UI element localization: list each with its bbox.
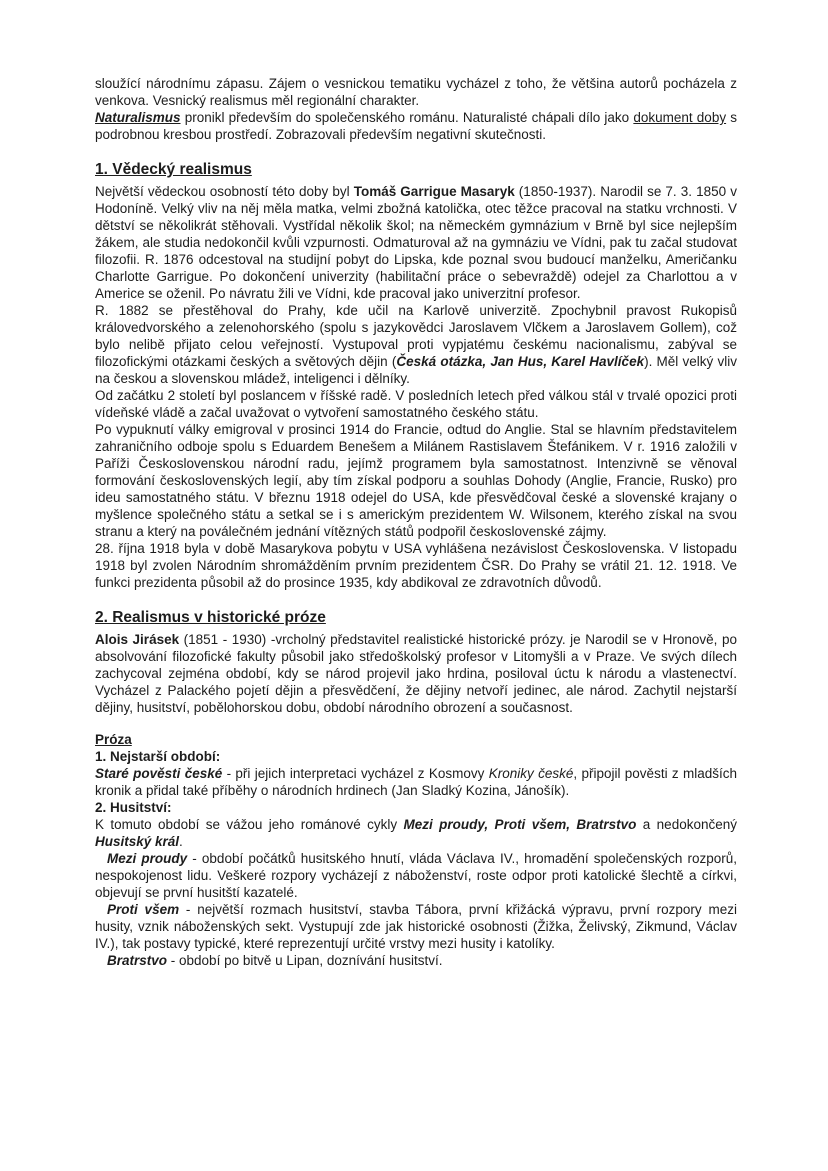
- paragraph: [95, 748, 737, 765]
- text-run: Próza: [95, 732, 132, 747]
- text-run: 2. Realismus v historické próze: [95, 609, 326, 626]
- document-body: [95, 75, 737, 969]
- text-run: - období počátků husitského hnutí, vláda Václava IV., hromadění společenských rozporů, nespokojenost lidu. Veškeré rozpory vycházejí z náboženství, roste odpor proti katolické šlechtě a církvi, objevují se první husitští kazatelé.: [95, 851, 737, 900]
- paragraph: [95, 765, 737, 799]
- paragraph: [95, 540, 737, 591]
- paragraph: [95, 75, 737, 109]
- paragraph: [95, 421, 737, 540]
- text-run: a nedokončený: [636, 817, 737, 832]
- paragraph: [95, 816, 737, 850]
- text-run: ). Měl velký vliv na českou a slovenskou mládež, inteligenci i dělníky.: [95, 354, 737, 386]
- section-heading: [95, 160, 737, 180]
- paragraph: [95, 631, 737, 716]
- text-run: dokument doby: [633, 110, 727, 125]
- text-run: Proti všem: [107, 902, 180, 917]
- text-run: Od začátku 2 století byl poslancem v říšské radě. V posledních letech před válkou stál v trvalé opozici proti vídeňské vládě a začal uvažovat o vytvoření samostatného českého státu.: [95, 388, 737, 420]
- text-run: 28. října 1918 byla v době Masarykova pobytu v USA vyhlášena nezávislost Československa. V listopadu 1918 byl zvolen Národním shromážděním prvním prezidentem ČSR. Do Prahy se vrátil 21. 12. 1918. Ve funkci prezidenta působil až do prosince 1935, kdy abdikoval ze zdravotních důvodů.: [95, 541, 737, 590]
- text-run: , připojil pověsti z mladších kronik a přidal také příběhy o národních hrdinech (Jan Sladký Kozina, Jánošík).: [95, 766, 737, 798]
- section-heading: [95, 608, 737, 628]
- paragraph: [95, 952, 737, 969]
- paragraph: [95, 183, 737, 302]
- paragraph: [95, 901, 737, 952]
- blank-line: [95, 591, 737, 606]
- text-run: Tomáš Garrigue Masaryk: [353, 184, 515, 199]
- text-run: Bratrstvo: [107, 953, 171, 968]
- text-run: 1. Nejstarší období:: [95, 749, 221, 764]
- text-run: - při jejich interpretaci vycházel z Kosmovy: [222, 766, 489, 781]
- text-run: Největší vědeckou osobností této doby byl: [95, 184, 354, 199]
- blank-line: [95, 143, 737, 158]
- text-run: - největší rozmach husitství, stavba Tábora, první křižácká výpravu, první rozpory mezi husity, vznik náboženských sekt. Vystupují zde jak historické osobnosti (Žižka, Želivský, Zikmund, Václav IV.), tak postavy typické, které reprezentují určité vrstvy mezi husity i katolíky.: [95, 902, 737, 951]
- text-run: Kroniky české: [488, 766, 574, 781]
- text-run: (1851 - 1930) -vrcholný představitel realistické historické prózy. je Narodil se v Hronově, po absolvování filozofické fakulty působil jako středoškolský profesor v Litomyšli a v Praze. Ve svých dílech zachycoval zejména období, kdy se národ projevil jako hrdina, posiloval úctu k národu a vlastenectví. Vycházel z Palackého pojetí dějin a přesvědčení, že dějiny netvoří jedinec, ale národ. Zachytil nejstarší dějiny, husitství, pobělohorskou dobu, období národního obrození a současnost.: [95, 632, 737, 715]
- text-run: Mezi proudy, Proti všem, Bratrstvo: [403, 817, 637, 832]
- text-run: Husitský král: [95, 834, 180, 849]
- paragraph: [95, 799, 737, 816]
- text-run: Mezi proudy: [107, 851, 188, 866]
- paragraph: [95, 109, 737, 143]
- blank-line: [95, 716, 737, 731]
- text-run: Česká otázka, Jan Hus, Karel Havlíček: [396, 354, 645, 369]
- text-run: 1. Vědecký realismus: [95, 161, 252, 178]
- text-run: 2. Husitství:: [95, 800, 172, 815]
- text-run: Alois Jirásek: [95, 632, 180, 647]
- text-run: Naturalismus: [95, 110, 181, 125]
- text-run: sloužící národnímu zápasu. Zájem o vesnickou tematiku vycházel z toho, že většina autorů pocházela z venkova. Vesnický realismus měl regionální charakter.: [95, 76, 737, 108]
- paragraph: [95, 850, 737, 901]
- text-run: K tomuto období se vážou jeho románové cykly: [95, 817, 404, 832]
- text-run: R. 1882 se přestěhoval do Prahy, kde učil na Karlově univerzitě. Zpochybnil pravost Rukopisů královedvorského a zelenohorského (spolu s jazykovědci Jaroslavem Vlčkem a Jaroslavem Gollem), což bylo nelibě přijato celou veřejností. Vystupoval proti vypjatému českému nacionalismu, zabýval se filozofickými otázkami českých a světových dějin (: [95, 303, 737, 369]
- paragraph: [95, 731, 737, 748]
- paragraph: [95, 302, 737, 387]
- text-run: s podrobnou kresbou prostředí. Zobrazovali především negativní skutečnosti.: [95, 110, 738, 142]
- text-run: - období po bitvě u Lipan, doznívání husitství.: [170, 953, 443, 968]
- paragraph: [95, 387, 737, 421]
- text-run: Po vypuknutí války emigroval v prosinci 1914 do Francie, odtud do Anglie. Stal se hlavním představitelem zahraničního odboje spolu s Eduardem Benešem a Milánem Rastislavem Štefánikem. V r. 1916 založili v Paříži Československou národní radu, jejímž programem byla samostatnost. Intenzivně se věnoval formování československých legií, aby tím získal podporu a souhlas Dohody (Anglie, Francie, Rusko) pro ideu samostatného státu. V březnu 1918 odejel do USA, kde přesvědčoval české a slovenské krajany o myšlence společného státu a setkal se i s americkým prezidentem W. Wilsonem, kterého získal na svou stranu a který na poválečném jednání vítězných států podpořil československé zájmy.: [95, 422, 737, 539]
- text-run: .: [179, 834, 183, 849]
- text-run: (1850-1937). Narodil se 7. 3. 1850 v Hodoníně. Velký vliv na něj měla matka, velmi zbožná katolička, otec těžce pracoval na statku vrchnosti. V dětství se několikrát stěhovali. Vystřídal několik škol; na německém gymnázium v Brně byl sice nejlepším žákem, ale studia nedokončil kvůli vzpurnosti. Odmaturoval až na gymnáziu ve Vídni, pak tu začal studovat filozofii. R. 1876 odcestoval na studijní pobyt do Lipska, kde poznal svou budoucí manželku, Američanku Charlotte Garrigue. Po dokončení univerzity (habilitační práce o sebevraždě) odejel za Charlottou a v Americe se oženil. Po návratu žili ve Vídni, kde pracoval jako univerzitní profesor.: [95, 184, 737, 301]
- text-run: pronikl především do společenského románu. Naturalisté chápali dílo jako: [180, 110, 634, 125]
- text-run: Staré pověsti české: [95, 766, 223, 781]
